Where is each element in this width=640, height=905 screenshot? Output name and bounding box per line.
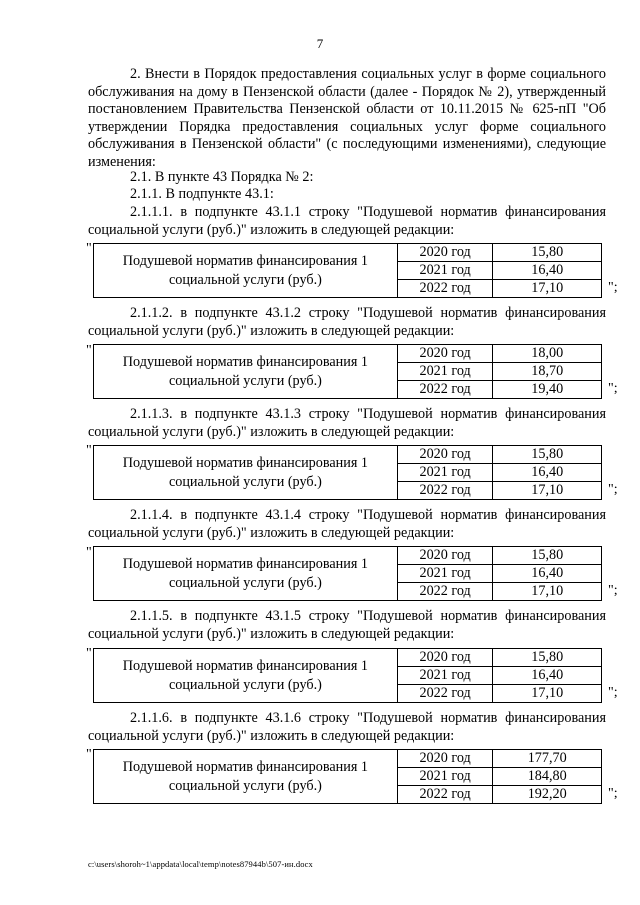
- year-cell: 2021 год: [397, 667, 493, 685]
- norm-table-3: [93, 445, 602, 500]
- norm-table-2: [93, 344, 602, 399]
- section-6-text: 2.1.1.6. в подпункте 43.1.6 строку "Подушевой норматив финансирования социальной услуги (руб.)" изложить в следующей редакции:: [88, 710, 606, 744]
- year-cell: 2020 год: [397, 446, 493, 464]
- close-quote: ";: [608, 482, 618, 497]
- year-cell: 2022 год: [397, 786, 493, 804]
- norm-label: Подушевой норматив финансирования 1 социальной услуги (руб.): [94, 446, 398, 500]
- year-cell: 2021 год: [397, 363, 493, 381]
- intro-paragraph: 2. Внести в Порядок предоставления социальных услуг в форме социального обслуживания на дому в Пензенской области (далее - Порядок № 2), утвержденный постановлением Правительства Пензенской области от 10.11.2015 № 625-пП "Об утверждении Порядка предоставления социальных услуг форме социального обслуживания в Пензенской области" (с последующими изменениями), следующие изменения:: [88, 66, 606, 170]
- year-cell: 2020 год: [397, 345, 493, 363]
- value-cell: 16,40: [493, 565, 602, 583]
- item-2-1: 2.1. В пункте 43 Порядка № 2:: [130, 169, 314, 185]
- value-cell: 17,10: [493, 482, 602, 500]
- close-quote: ";: [608, 583, 618, 598]
- year-cell: 2021 год: [397, 768, 493, 786]
- close-quote: ";: [608, 685, 618, 700]
- value-cell: 192,20: [493, 786, 602, 804]
- value-cell: 17,10: [493, 685, 602, 703]
- year-cell: 2022 год: [397, 583, 493, 601]
- open-quote: ": [86, 241, 92, 256]
- norm-label: Подушевой норматив финансирования 1 социальной услуги (руб.): [94, 244, 398, 298]
- norm-table-1: [93, 243, 602, 298]
- year-cell: 2021 год: [397, 565, 493, 583]
- value-cell: 15,80: [493, 547, 602, 565]
- close-quote: ";: [608, 381, 618, 396]
- open-quote: ": [86, 545, 92, 560]
- open-quote: ": [86, 747, 92, 762]
- close-quote: ";: [608, 280, 618, 295]
- value-cell: 15,80: [493, 446, 602, 464]
- item-2-1-1: 2.1.1. В подпункте 43.1:: [130, 186, 274, 202]
- year-cell: 2022 год: [397, 482, 493, 500]
- value-cell: 17,10: [493, 583, 602, 601]
- close-quote: ";: [608, 786, 618, 801]
- norm-label: Подушевой норматив финансирования 1 социальной услуги (руб.): [94, 547, 398, 601]
- section-2-text: 2.1.1.2. в подпункте 43.1.2 строку "Подушевой норматив финансирования социальной услуги (руб.)" изложить в следующей редакции:: [88, 305, 606, 339]
- open-quote: ": [86, 343, 92, 358]
- value-cell: 17,10: [493, 280, 602, 298]
- year-cell: 2020 год: [397, 547, 493, 565]
- value-cell: 15,80: [493, 244, 602, 262]
- year-cell: 2020 год: [397, 649, 493, 667]
- value-cell: 16,40: [493, 464, 602, 482]
- norm-label: Подушевой норматив финансирования 1 социальной услуги (руб.): [94, 649, 398, 703]
- norm-label: Подушевой норматив финансирования 1 социальной услуги (руб.): [94, 345, 398, 399]
- norm-table-4: [93, 546, 602, 601]
- value-cell: 16,40: [493, 262, 602, 280]
- norm-table-5: [93, 648, 602, 703]
- year-cell: 2021 год: [397, 262, 493, 280]
- year-cell: 2020 год: [397, 750, 493, 768]
- year-cell: 2022 год: [397, 381, 493, 399]
- section-5-text: 2.1.1.5. в подпункте 43.1.5 строку "Подушевой норматив финансирования социальной услуги (руб.)" изложить в следующей редакции:: [88, 608, 606, 642]
- section-3-text: 2.1.1.3. в подпункте 43.1.3 строку "Подушевой норматив финансирования социальной услуги (руб.)" изложить в следующей редакции:: [88, 406, 606, 440]
- value-cell: 177,70: [493, 750, 602, 768]
- open-quote: ": [86, 443, 92, 458]
- norm-label: Подушевой норматив финансирования 1 социальной услуги (руб.): [94, 750, 398, 804]
- file-path-footer: c:\users\shoroh~1\appdata\local\temp\notes87944b\507-ин.docx: [88, 859, 313, 869]
- year-cell: 2022 год: [397, 685, 493, 703]
- value-cell: 19,40: [493, 381, 602, 399]
- value-cell: 18,70: [493, 363, 602, 381]
- page-number: 7: [316, 36, 324, 51]
- year-cell: 2020 год: [397, 244, 493, 262]
- year-cell: 2022 год: [397, 280, 493, 298]
- norm-table-6: [93, 749, 602, 804]
- section-4-text: 2.1.1.4. в подпункте 43.1.4 строку "Подушевой норматив финансирования социальной услуги (руб.)" изложить в следующей редакции:: [88, 507, 606, 541]
- section-1-text: 2.1.1.1. в подпункте 43.1.1 строку "Подушевой норматив финансирования социальной услуги (руб.)" изложить в следующей редакции:: [88, 204, 606, 238]
- value-cell: 15,80: [493, 649, 602, 667]
- year-cell: 2021 год: [397, 464, 493, 482]
- open-quote: ": [86, 646, 92, 661]
- value-cell: 18,00: [493, 345, 602, 363]
- value-cell: 16,40: [493, 667, 602, 685]
- value-cell: 184,80: [493, 768, 602, 786]
